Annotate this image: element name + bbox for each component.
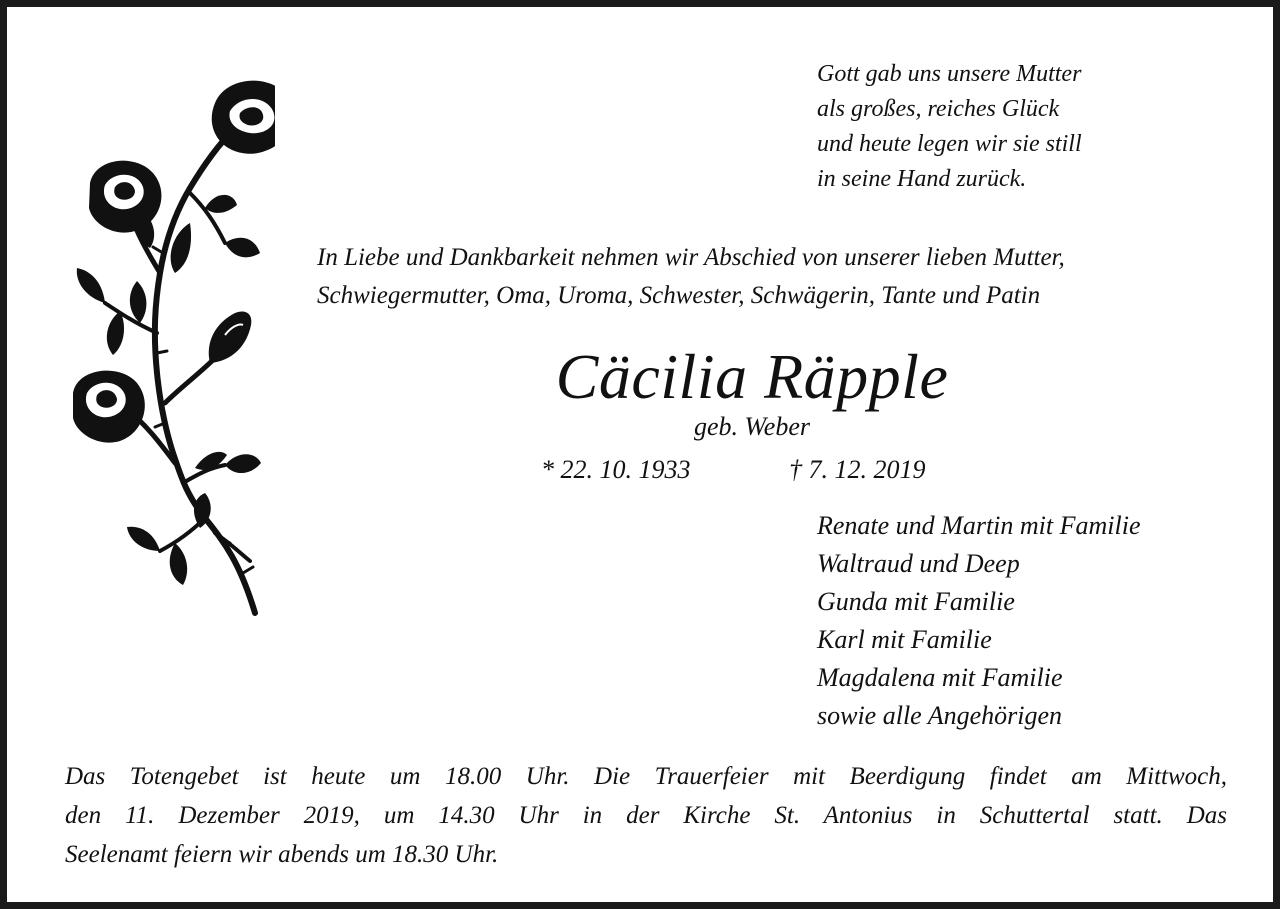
mourner-entry: Magdalena mit Familie — [817, 663, 1063, 692]
mourner-entry: Karl mit Familie — [817, 625, 992, 654]
poem-line: Gott gab uns unsere Mutter — [817, 61, 1082, 87]
farewell-introduction — [317, 239, 1065, 315]
service-line: den 11. Dezember 2019, um 14.30 Uhr in der Kirche St. Antonius in Schuttertal statt. Das — [65, 802, 1227, 829]
service-line: Seelenamt feiern wir abends um 18.30 Uhr. — [65, 841, 499, 868]
deceased-name: Cäcilia Räpple — [555, 341, 949, 412]
funeral-service-info — [65, 757, 1227, 874]
mourner-entry: sowie alle Angehörigen — [817, 701, 1063, 730]
maiden-name: geb. Weber — [693, 412, 810, 441]
mourner-entry: Renate und Martin mit Familie — [817, 511, 1141, 540]
death-date: † 7. 12. 2019 — [789, 455, 926, 484]
mourner-entry: Waltraud und Deep — [817, 549, 1020, 578]
poem-line: und heute legen wir sie still — [817, 131, 1082, 157]
intro-line: Schwiegermutter, Oma, Uroma, Schwester, Schwägerin, Tante und Patin — [317, 282, 1041, 309]
intro-line: In Liebe und Dankbarkeit nehmen wir Abschied von unserer lieben Mutter, — [317, 244, 1065, 271]
birth-date: * 22. 10. 1933 — [541, 455, 691, 484]
mourner-entry: Gunda mit Familie — [817, 587, 1015, 616]
service-line: Das Totengebet ist heute um 18.00 Uhr. Die Trauerfeier mit Beerdigung findet am Mittwoch, — [65, 763, 1227, 790]
poem-line: in seine Hand zurück. — [817, 166, 1027, 192]
mourners-list — [817, 507, 1141, 735]
memorial-poem — [817, 57, 1082, 197]
poem-line: als großes, reiches Glück — [817, 96, 1060, 122]
